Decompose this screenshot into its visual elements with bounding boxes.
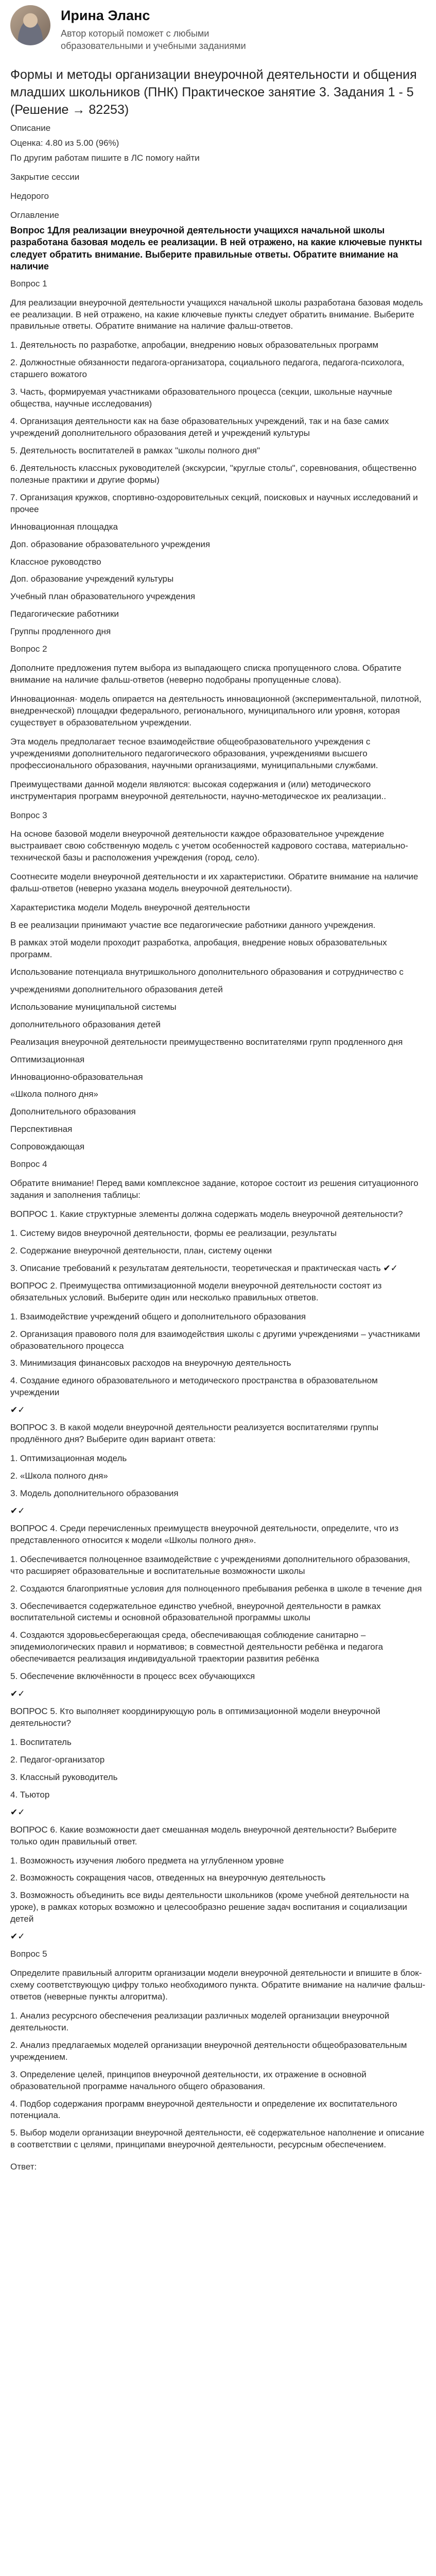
toc-heading[interactable]: Вопрос 1Для реализации внеурочной деятельности учащихся начальной школы разработана базовая модель ее реализации. В ней отражено, на какие ключевые пункты следует обратить внимание. Выберите правильные ответы. Обратите внимание на наличие (10, 225, 422, 272)
list-item: 4. Подбор содержания программ внеурочной деятельности и определение их воспитательного потенциала. (10, 2098, 397, 2121)
list-item: «Школа полного дня» (10, 1089, 98, 1099)
list-item: 7. Организация кружков, спортивно-оздоровительных секций, поисковых и научных исследований и прочее (10, 492, 418, 514)
list-item: 6. Деятельность классных руководителей (экскурсии, "круглые столы", соревнования, общественно полезные практики и другие формы) (10, 463, 417, 485)
list-item: 1. Обеспечивается полноценное взаимодействие с учреждениями дополнительного образования, что расширяет образовательные и воспитательные возможности школы (10, 1554, 410, 1576)
list-item: Сопровождающая (10, 1142, 85, 1152)
list-item: 1. Воспитатель (10, 1737, 72, 1747)
question-paragraph: Соотнесите модели внеурочной деятельности и их характеристики. Обратите внимание на наличие фальш-ответов (неверно указана модель внеурочной деятельности). (10, 872, 418, 894)
question-label: Вопрос 1 (10, 278, 47, 289)
list-item: 2. Создаются благоприятные условия для полноценного пребывания ребенка в школе в течение дня (10, 1583, 422, 1594)
list-item: Доп. образование учреждений культуры (10, 574, 174, 584)
sub-question-3: ВОПРОС 3. В какой модели внеурочной деятельности реализуется воспитателями группы продлённого дня? Выберите один вариант ответа: (10, 1422, 379, 1445)
list-item: 3. Классный руководитель (10, 1772, 118, 1782)
question-3 (10, 810, 426, 1154)
question-intro: Определите правильный алгоритм организации модели внеурочной деятельности и впишите в блок-схему соответствующую цифру только необходимого пункта. Обратите внимание на наличие фальш-ответов (неверные пункты алгоритма). (10, 1968, 426, 2002)
list-item: Инновационная площадка (10, 521, 118, 532)
list-item: Характеристика модели Модель внеурочной деятельности (10, 903, 250, 913)
list-item: Реализация внеурочной деятельности преимущественно воспитателями групп продленного дня (10, 1037, 403, 1047)
author-name[interactable]: Ирина Эланс (61, 8, 150, 23)
list-item: 4. Создаются здоровьесберегающая среда, обеспечивающая соблюдение санитарно – эпидемиологических правил и нормативов; в совместной деятельности ребёнка и педагога обеспечивается реализация индивидуальной траектории развития ребёнка (10, 1630, 383, 1664)
list-item: 1. Оптимизационная модель (10, 1453, 127, 1464)
question-paragraph: Инновационная· модель опирается на деятельность инновационной (экспериментальной, пилотной, внедренческой) площадки федерального, регионального, муниципального или уровня, которая существует в образовательном учреждении. (10, 694, 422, 727)
list-item: 5. Выбор модели организации внеурочной деятельности, её содержательное наполнение и описание в соответствии с целями, принципами внеурочной деятельности, ресурсным обеспечением. (10, 2128, 425, 2150)
question-5 (10, 1948, 426, 2173)
list-item (10, 1263, 426, 1275)
misc-link-cheap[interactable]: Недорого (10, 191, 49, 201)
question-paragraph: Эта модель предполагает тесное взаимодействие общеобразовательного учреждения с учреждениями дополнительного педагогического образования, учреждениями высшего профессионального образования, научными организациями, муниципальными службами. (10, 736, 378, 770)
question-intro: Обратите внимание! Перед вами комплексное задание, которое состоит из решения ситуационного задания и заполнения таблицы: (10, 1178, 418, 1200)
question-text: Для реализации внеурочной деятельности учащихся начальной школы разработана базовая модель ее реализации. В ней отражено, на какие ключевые пункты следует обратить внимание. Выберите правильные ответы. Обратите внимание на наличие фальш-ответов. (10, 297, 423, 331)
list-item: Использование муниципальной системы (10, 1002, 177, 1012)
list-item: 1. Взаимодействие учреждений общего и дополнительного образования (10, 1311, 306, 1321)
page-title: Формы и методы организации внеурочной деятельности и общения младших школьников (ПНК) Практическое занятие 3. Задания 1 - 5 (Решение → 82253) (10, 67, 417, 117)
list-item: 3. Часть, формируемая участниками образовательного процесса (секции, школьные научные общества, научные исследования) (10, 387, 393, 409)
list-item: 5. Обеспечение включённости в процесс всех обучающихся (10, 1671, 255, 1682)
list-item: Группы продленного дня (10, 626, 111, 637)
list-item: Перспективная (10, 1124, 73, 1134)
list-item: Инновационно-образовательная (10, 1072, 143, 1082)
contact-link[interactable]: По другим работам пишите в ЛС помогу найти (10, 153, 200, 163)
sub-question-4: ВОПРОС 4. Среди перечисленных преимуществ внеурочной деятельности, определите, что из представленного относится к модели «Школы полного дня». (10, 1523, 399, 1545)
list-item: 1. Анализ ресурсного обеспечения реализации различных моделей организации внеурочной деятельности. (10, 2010, 390, 2032)
list-item: 5. Деятельность воспитателей в рамках "школы полного дня" (10, 445, 260, 455)
list-item: учреждениями дополнительного образования детей (10, 984, 223, 994)
list-item: Педагогические работники (10, 609, 119, 619)
check-icon: ✔✓ (10, 1689, 25, 1699)
list-item: 4. Организация деятельности как на базе образовательных учреждений, так и на базе самих учреждений дополнительного образования детей и учреждений культуры (10, 416, 389, 438)
list-item: 3. Возможность объединить все виды деятельности школьников (кроме учебной деятельности на уроке), в рамках которых возможно и целесообразно решение задач воспитания и социализации детей (10, 1890, 409, 1924)
question-label: Вопрос 5 (10, 1949, 47, 1959)
list-item: 2. Организация правового поля для взаимодействия школы с другими учреждениями – участниками образовательного процесса (10, 1329, 420, 1351)
list-item: В рамках этой модели проходит разработка, апробация, внедрение новых образовательных программ. (10, 938, 387, 959)
question-label: Вопрос 3 (10, 810, 47, 820)
list-item: 2. Содержание внеурочной деятельности, план, систему оценки (10, 1245, 272, 1256)
list-item: 4. Создание единого образовательного и методического пространства в образовательном учреждении (10, 1376, 378, 1398)
question-label: Вопрос 4 (10, 1159, 47, 1170)
answer-label: Ответ: (10, 2162, 37, 2172)
list-item: Дополнительного образования (10, 1107, 136, 1117)
question-1 (10, 278, 426, 638)
question-label: Вопрос 2 (10, 644, 47, 654)
check-icon: ✔✓ (10, 1807, 25, 1817)
question-paragraph: Преимуществами данной модели являются: высокая содержания и (или) методического инструментария программ внеурочной деятельности, научно-методическое их реализации.. (10, 779, 387, 801)
list-item: 4. Тьютор (10, 1789, 50, 1800)
list-item: 2. Анализ предлагаемых моделей организации внеурочной деятельности общеобразовательным учреждением. (10, 2040, 407, 2062)
list-item: 2. «Школа полного дня» (10, 1471, 108, 1481)
list-item: 3. Минимизация финансовых расходов на внеурочную деятельность (10, 1358, 291, 1368)
sub-question-6: ВОПРОС 6. Какие возможности дает смешанная модель внеурочной деятельности? Выберите только один правильный ответ. (10, 1824, 397, 1846)
list-item: 1. Деятельность по разработке, апробации, внедрению новых образовательных программ (10, 340, 379, 350)
question-4 (10, 1159, 426, 1943)
misc-link-session[interactable]: Закрытие сессии (10, 172, 80, 182)
author-avatar[interactable] (10, 5, 50, 45)
list-item: Использование потенциала внутришкольного дополнительного образования и сотрудничество с (10, 967, 404, 977)
list-item: Доп. образование образовательного учреждения (10, 539, 211, 549)
list-item: В ее реализации принимают участие все педагогические работники данного учреждения. (10, 920, 376, 930)
list-item: Оптимизационная (10, 1054, 85, 1064)
check-icon: ✔✓ (10, 1505, 25, 1516)
list-item: 1. Систему видов внеурочной деятельности, формы ее реализации, результаты (10, 1228, 337, 1238)
question-paragraph: На основе базовой модели внеурочной деятельности каждое образовательное учреждение выстраивает свою собственную модель с учетом особенностей кадрового состава, материально-технической базы и расположения учреждения (город, село). (10, 829, 408, 863)
list-item: Учебный план образовательного учреждения (10, 591, 196, 602)
list-item: 3. Определение целей, принципов внеурочной деятельности, их отражение в основной образовательной программе начального общего образования. (10, 2069, 367, 2091)
list-item: 2. Педагог-организатор (10, 1754, 105, 1765)
list-item: 3. Модель дополнительного образования (10, 1488, 179, 1498)
author-header (10, 0, 426, 52)
description-label: Описание (10, 123, 51, 133)
list-item: 2. Должностные обязанности педагога-организатора, социального педагога, педагога-психолога, старшего вожатого (10, 358, 405, 380)
check-icon: ✔✓ (10, 1405, 25, 1415)
list-item-text: 3. Описание требований к результатам деятельности, теоретическая и практическая часть (10, 1263, 381, 1273)
list-item: 3. Обеспечивается содержательное единство учебной, внеурочной деятельности в рамках воспитательной системы и основной образовательной программы школы (10, 1601, 381, 1623)
sub-question-5: ВОПРОС 5. Кто выполняет координирующую роль в оптимизационной модели внеурочной деятельности? (10, 1706, 380, 1728)
list-item: Классное руководство (10, 556, 101, 567)
check-icon: ✔✓ (383, 1263, 398, 1273)
list-item: 1. Возможность изучения любого предмета на углубленном уровне (10, 1855, 284, 1866)
sub-question-2: ВОПРОС 2. Преимущества оптимизационной модели внеурочной деятельности состоят из обязательных условий. Выберите один или несколько правильных ответов. (10, 1280, 382, 1302)
list-item: дополнительного образования детей (10, 1019, 161, 1029)
author-description: Автор который поможет с любыми образовательными и учебными заданиями (61, 28, 246, 51)
question-paragraph: Дополните предложения путем выбора из выпадающего списка пропущенного слова. Обратите внимание на наличие фальш-ответов (неверно подобраны пропущенные слова). (10, 663, 402, 685)
check-icon: ✔✓ (10, 1931, 25, 1942)
question-2 (10, 643, 426, 802)
list-item: 2. Возможность сокращения часов, отведенных на внеурочную деятельность (10, 1873, 326, 1883)
author-info (61, 5, 277, 52)
toc-label[interactable]: Оглавление (10, 210, 59, 221)
rating-text: Оценка: 4.80 из 5.00 (96%) (10, 138, 119, 148)
sub-question-1: ВОПРОС 1. Какие структурные элементы должна содержать модель внеурочной деятельности? (10, 1209, 403, 1219)
